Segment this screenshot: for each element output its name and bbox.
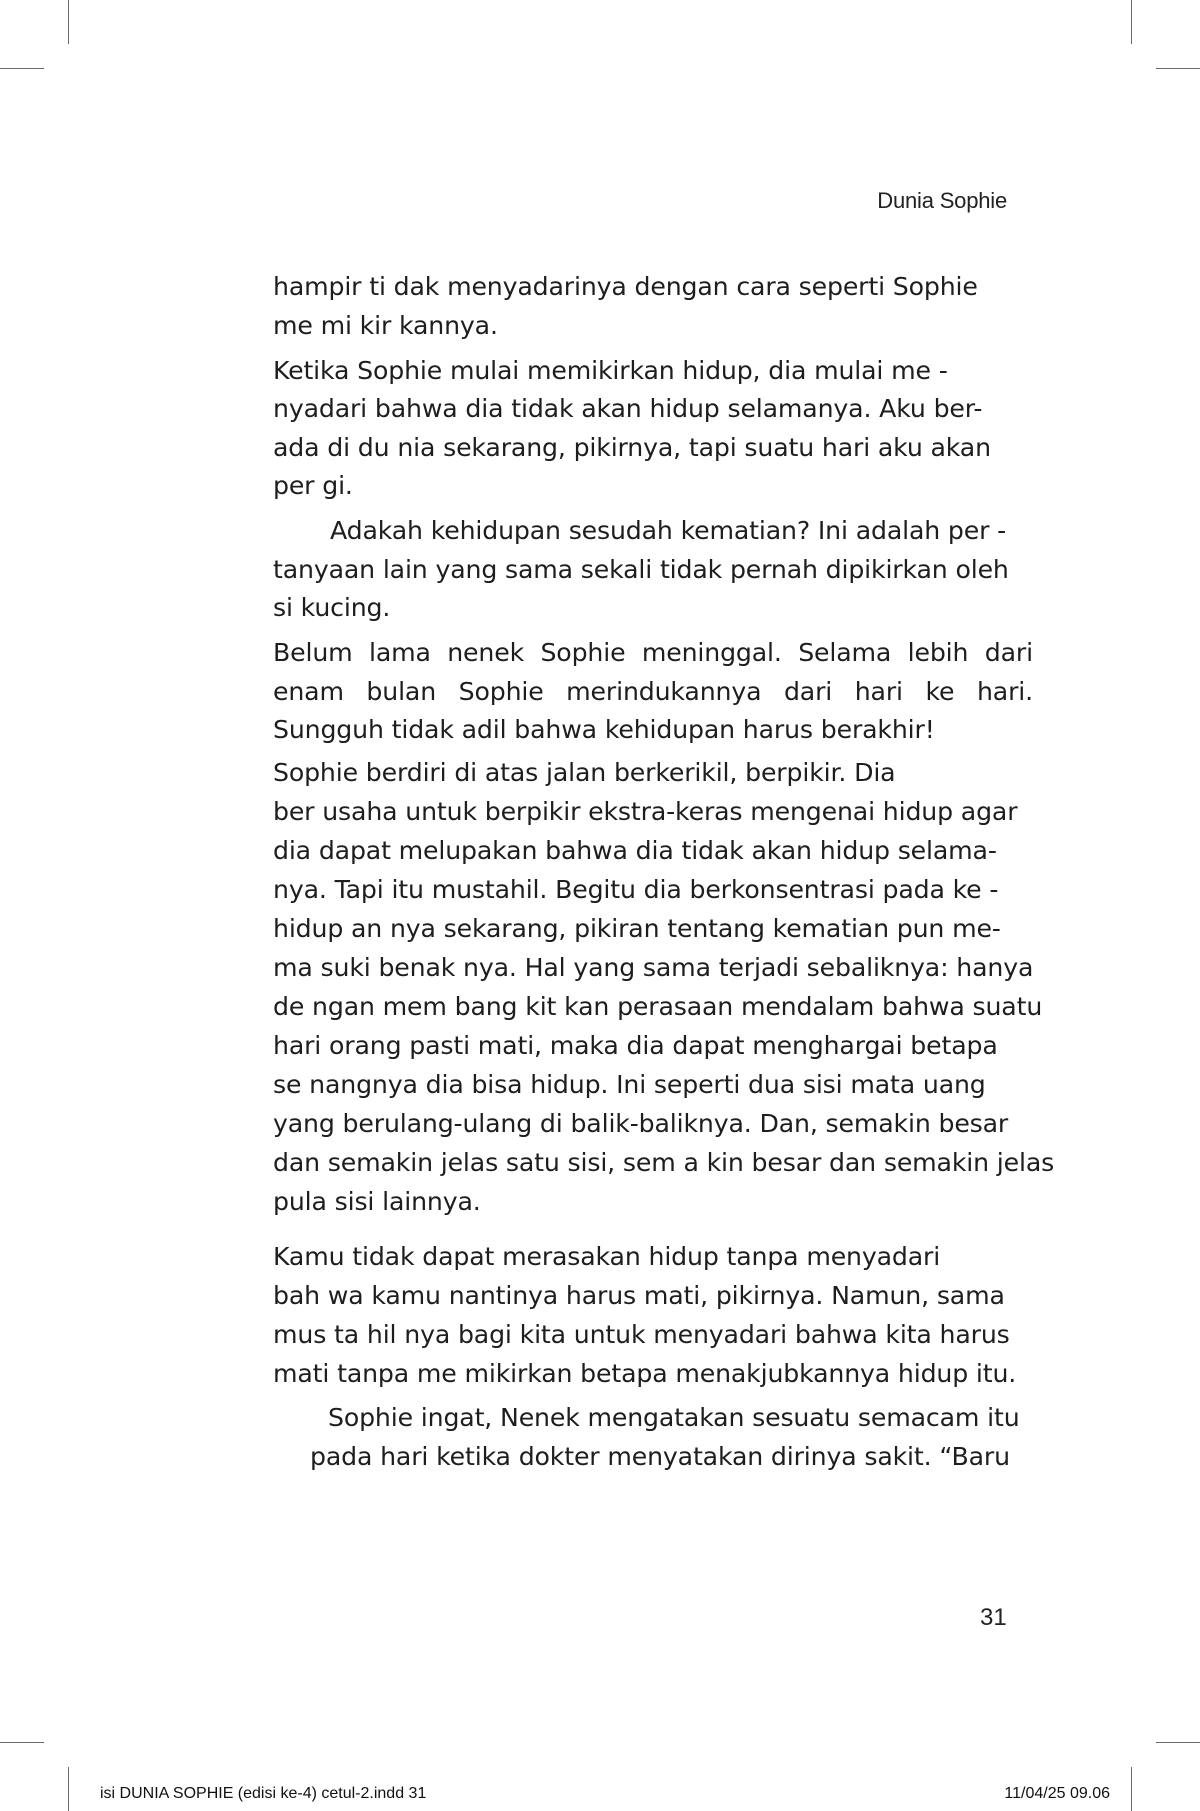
- text-line: per gi.: [273, 471, 353, 500]
- text-line: se nangnya dia bisa hidup. Ini seperti dua sisi mata uang: [273, 1070, 986, 1099]
- text-line: pada hari ketika dokter menyatakan dirinya sakit. “Baru: [310, 1442, 1010, 1471]
- text-line: yang berulang-ulang di balik-baliknya. Dan, semakin besar: [273, 1109, 1009, 1138]
- crop-mark: [1156, 68, 1200, 69]
- text-line: si kucing.: [273, 593, 391, 622]
- text-line: nyadari bahwa dia tidak akan hidup selamanya. Aku ber-: [273, 394, 983, 423]
- text-line: Sungguh tidak adil bahwa kehidupan harus berakhir!: [273, 715, 935, 744]
- slug-file-name: isi DUNIA SOPHIE (edisi ke-4) cetul-2.indd 31: [100, 1785, 427, 1802]
- page-number: 31: [980, 1604, 1007, 1631]
- text-line: mati tanpa me mikirkan betapa menakjubkannya hidup itu.: [273, 1359, 1017, 1388]
- text-line: hari orang pasti mati, maka dia dapat menghargai betapa: [273, 1031, 998, 1060]
- crop-mark: [68, 0, 69, 44]
- text-line: hidup an nya sekarang, pikiran tentang kematian pun me-: [273, 914, 1001, 943]
- text-line: Sophie berdiri di atas jalan berkerikil, berpikir. Dia: [273, 758, 896, 787]
- text-line: dan semakin jelas satu sisi, sem a kin besar dan semakin jelas: [273, 1148, 1055, 1177]
- text-line: ber usaha untuk berpikir ekstra-keras mengenai hidup agar: [273, 797, 1018, 826]
- text-line: nya. Tapi itu mustahil. Begitu dia berkonsentrasi pada ke -: [273, 875, 999, 904]
- text-line: dia dapat melupakan bahwa dia tidak akan hidup selama-: [273, 836, 997, 865]
- running-head: Dunia Sophie: [877, 188, 1007, 213]
- text-line: ma suki benak nya. Hal yang sama terjadi sebaliknya: hanya: [273, 953, 1034, 982]
- crop-mark: [1131, 0, 1132, 44]
- text-line: me mi kir kannya.: [273, 311, 498, 340]
- text-line: hampir ti dak menyadarinya dengan cara seperti Sophie: [273, 272, 978, 301]
- text-line: mus ta hil nya bagi kita untuk menyadari bahwa kita harus: [273, 1320, 1010, 1349]
- text-line: enam bulan Sophie merindukannya dari hari ke hari.: [273, 677, 1033, 706]
- crop-mark: [0, 68, 44, 69]
- crop-mark: [0, 1742, 44, 1743]
- slug-timestamp: 11/04/25 09.06: [1004, 1785, 1110, 1802]
- text-line: de ngan mem bang kit kan perasaan mendalam bahwa suatu: [273, 992, 1043, 1021]
- crop-mark: [1131, 1767, 1132, 1811]
- crop-mark: [1156, 1742, 1200, 1743]
- text-line: Sophie ingat, Nenek mengatakan sesuatu semacam itu: [328, 1403, 1020, 1432]
- text-line: Belum lama nenek Sophie meninggal. Selama lebih dari: [273, 638, 1033, 667]
- text-line: Adakah kehidupan sesudah kematian? Ini adalah per -: [330, 516, 1007, 545]
- text-line: Ketika Sophie mulai memikirkan hidup, dia mulai me -: [273, 356, 948, 385]
- text-line: ada di du nia sekarang, pikirnya, tapi suatu hari aku akan: [273, 433, 991, 462]
- text-line: pula sisi lainnya.: [273, 1187, 481, 1216]
- text-line: bah wa kamu nantinya harus mati, pikirnya. Namun, sama: [273, 1281, 1005, 1310]
- text-line: tanyaan lain yang sama sekali tidak pernah dipikirkan oleh: [273, 555, 1009, 584]
- text-line: Kamu tidak dapat merasakan hidup tanpa menyadari: [273, 1242, 941, 1271]
- crop-mark: [68, 1767, 69, 1811]
